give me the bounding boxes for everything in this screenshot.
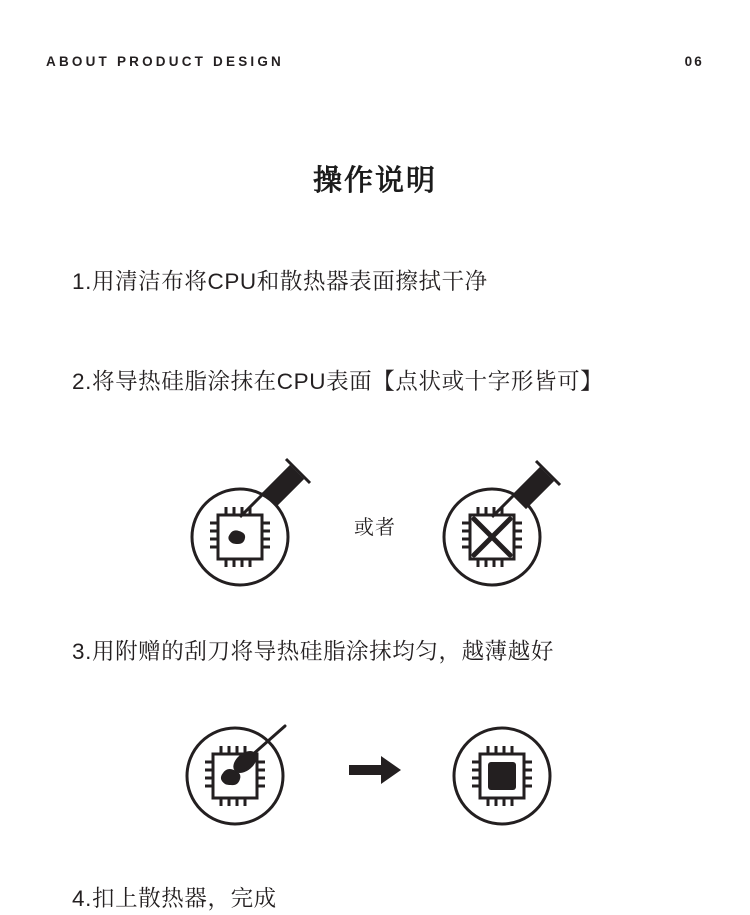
- step-2-text: 2.将导热硅脂涂抹在CPU表面【点状或十字形皆可】: [72, 369, 604, 394]
- page-number: 06: [684, 53, 704, 69]
- figure-apply-paste: [0, 455, 750, 595]
- step-1-text: 1.用清洁布将CPU和散热器表面擦拭干净: [72, 269, 488, 294]
- figure-spread-paste: [0, 700, 750, 840]
- cpu-with-spatula-icon: [173, 700, 323, 840]
- header-kicker: ABOUT PRODUCT DESIGN: [46, 53, 285, 69]
- page-title: 操作说明: [312, 165, 437, 197]
- cpu-with-syringe-dot-icon: [178, 455, 328, 595]
- connector-label-or: 或者: [354, 516, 396, 539]
- step-4-text: 4.扣上散热器，完成: [72, 886, 277, 911]
- page-header: [46, 48, 704, 74]
- arrow-right-icon: [345, 750, 405, 790]
- cpu-with-syringe-cross-icon: [422, 455, 572, 595]
- step-3-text: 3.用附赠的刮刀将导热硅脂涂抹均匀，越薄越好: [72, 639, 554, 664]
- cpu-spread-even-icon: [427, 700, 577, 840]
